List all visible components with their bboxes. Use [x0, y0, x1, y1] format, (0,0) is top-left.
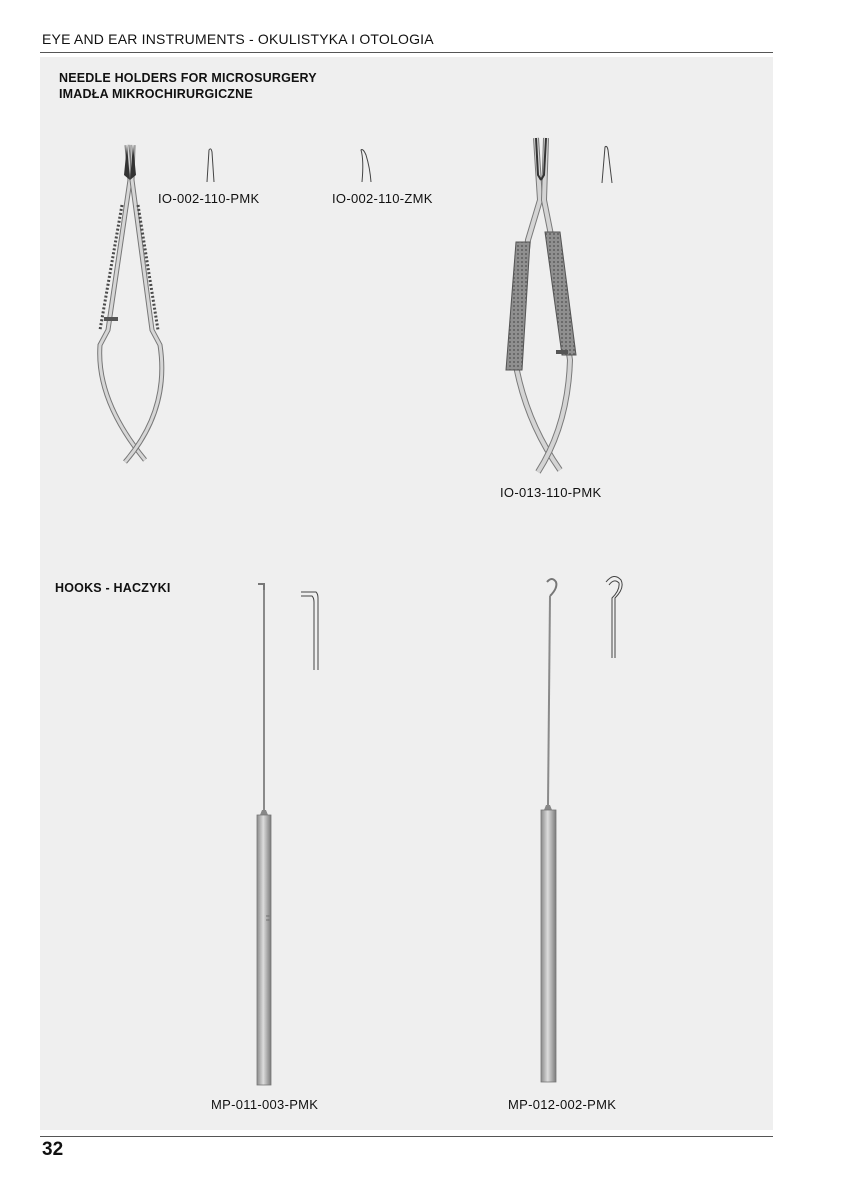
code-io-013-110-pmk: IO-013-110-PMK [500, 485, 602, 500]
code-mp-011-003-pmk: MP-011-003-PMK [211, 1097, 319, 1112]
hook-curved-image [541, 579, 556, 1082]
hook-curved-detail [606, 576, 622, 658]
needle-holder-small-image [100, 145, 162, 462]
title-pl: IMADŁA MIKROCHIRURGICZNE [59, 87, 253, 101]
page-number: 32 [42, 1139, 64, 1160]
tip-curved-detail [361, 150, 371, 182]
code-io-002-110-pmk: IO-002-110-PMK [158, 191, 260, 206]
hook-right-angle-detail [301, 592, 318, 670]
tip-straight-detail [207, 149, 214, 182]
svg-text:II II: II II [265, 915, 270, 921]
header-right: OKULISTYKA I OTOLOGIA [257, 31, 434, 47]
tip-straight-detail-2 [602, 146, 612, 183]
needle-holder-round-handle-image [506, 138, 576, 472]
code-mp-012-002-pmk: MP-012-002-PMK [508, 1097, 617, 1112]
footer-rule [40, 1136, 773, 1137]
title-en: NEEDLE HOLDERS FOR MICROSURGERY [59, 71, 317, 85]
code-io-002-110-zmk: IO-002-110-ZMK [332, 191, 433, 206]
header-left: EYE AND EAR INSTRUMENTS - [42, 31, 254, 47]
hook-right-angle-image [257, 584, 271, 1085]
section-hooks-title: HOOKS - HACZYKI [55, 581, 171, 595]
